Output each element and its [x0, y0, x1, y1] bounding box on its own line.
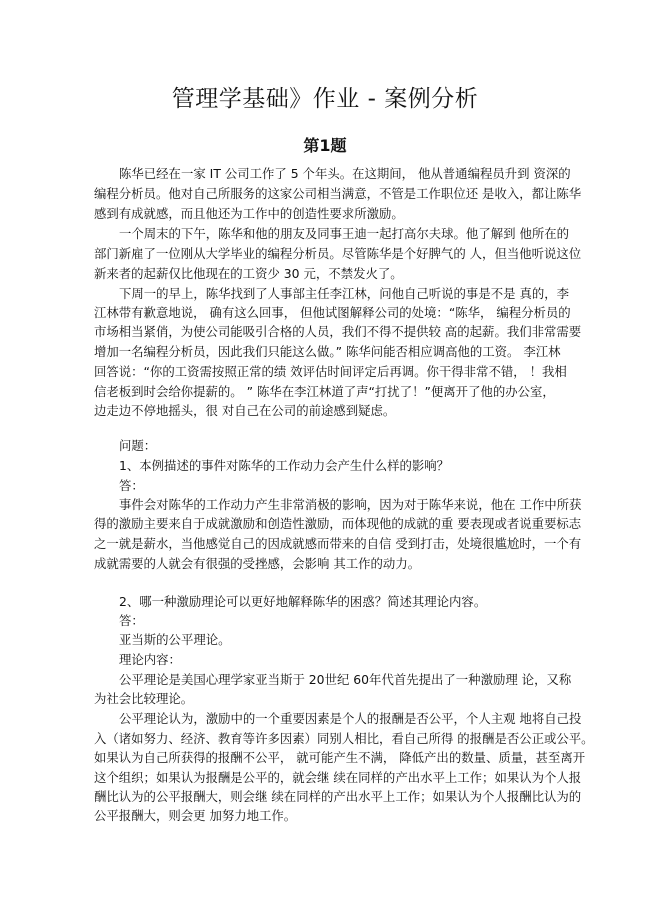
text-line: 如果认为自己所获得的报酬不公平， 就可能产生不满， 降低产出的数量、质量，甚至离开 — [94, 750, 586, 765]
text-line: 感到有成就感，而且他还为工作中的创造性要求所激励。 — [94, 206, 404, 221]
text-line: 公平报酬大，则会更 加努力地工作。 — [94, 808, 297, 823]
text-line: 信老板到时会给你提薪的。 ” 陈华在李江林道了声“打扰了！”便离开了他的办公室， — [94, 384, 555, 399]
text-line: 新来者的起薪仅比他现在的工资少 30 元，不禁发火了。 — [94, 266, 403, 281]
answer-label: 答： — [119, 613, 144, 628]
text-line: 这个组织；如果认为报酬是公平的，就会继 续在同样的产出水平上工作；如果认为个人报 — [94, 770, 582, 785]
text-line: 下周一的早上，陈华找到了人事部主任李江林，问他自己听说的事是不是 真的，李 — [119, 286, 570, 301]
text-line: 入（诸如努力、经济、教育等许多因素）同别人相比，看自己所得 的报酬是否公正或公平。 — [94, 731, 594, 746]
text-line: 市场相当紧俏，为使公司能吸引合格的人员，我们不得不提供较 高的起薪。我们非常需要 — [94, 324, 582, 339]
text-line: 一个周末的下午，陈华和他的朋友及同事王迪一起打高尔夫球。他了解到 他所在的 — [119, 226, 570, 241]
text-line: 江林带有歉意地说， 确有这么回事， 但他试图解释公司的处境：“陈华， 编程分析员的 — [94, 305, 571, 320]
page-title: 管理学基础》作业 - 案例分析 — [171, 86, 479, 112]
text-line: 酬比认为的公平报酬大，则会继 续在同样的产出水平上工作；如果认为个人报酬比认为的 — [94, 789, 582, 804]
text-line: 亚当斯的公平理论。 — [119, 632, 231, 647]
question-2: 2、哪一种激励理论可以更好地解释陈华的困惑？简述其理论内容。 — [119, 594, 487, 609]
answer-label: 答： — [119, 478, 144, 493]
text-line: 为社会比较理论。 — [94, 691, 194, 706]
question-label: 问题： — [119, 438, 157, 453]
text-line: 编程分析员。他对自己所服务的这家公司相当满意，不管是工作职位还 是收入，都让陈华 — [94, 186, 582, 201]
text-line: 公平理论是美国心理学家亚当斯于 20世纪 60年代首先提出了一种激励理 论，又称 — [119, 672, 572, 687]
text-line: 公平理论认为，激励中的一个重要因素是个人的报酬是否公平，个人主观 地将自己投 — [119, 711, 582, 726]
text-line: 之一就是薪水，当他感觉自己的因成就感而带来的自信 受到打击，处境很尴尬时，一个有 — [94, 536, 582, 551]
question-1: 1、本例描述的事件对陈华的工作动力会产生什么样的影响？ — [119, 458, 450, 473]
section-title: 第1题 — [303, 136, 347, 155]
text-line: 得的激励主要来自于成就激励和创造性激励，而体现他的成就的重 要表现或者说重要标志 — [94, 516, 582, 531]
text-line: 增加一名编程分析员，因此我们只能这么做。” 陈华问能否相应调高他的工资。 李江林 — [94, 344, 561, 359]
text-line: 边走边不停地摇头，很 对自己在公司的前途感到疑虑。 — [94, 403, 396, 418]
text-line: 成就需要的人就会有很强的受挫感，会影响 其工作的动力。 — [94, 556, 421, 571]
text-line: 陈华已经在一家 IT 公司工作了 5 个年头。在这期间， 他从普通编程员升到 资深的 — [119, 166, 571, 181]
text-line: 回答说：“你的工资需按照正常的绩 效评估时间评定后再调。你干得非常不错， ！我相 — [94, 364, 567, 379]
text-line: 理论内容： — [119, 652, 181, 667]
text-line: 事件会对陈华的工作动力产生非常消极的影响，因为对于陈华来说，他在 工作中所获 — [119, 497, 582, 512]
text-line: 部门新雇了一位刚从大学毕业的编程分析员。尽管陈华是个好脾气的 人，但当他听说这位 — [94, 246, 582, 261]
